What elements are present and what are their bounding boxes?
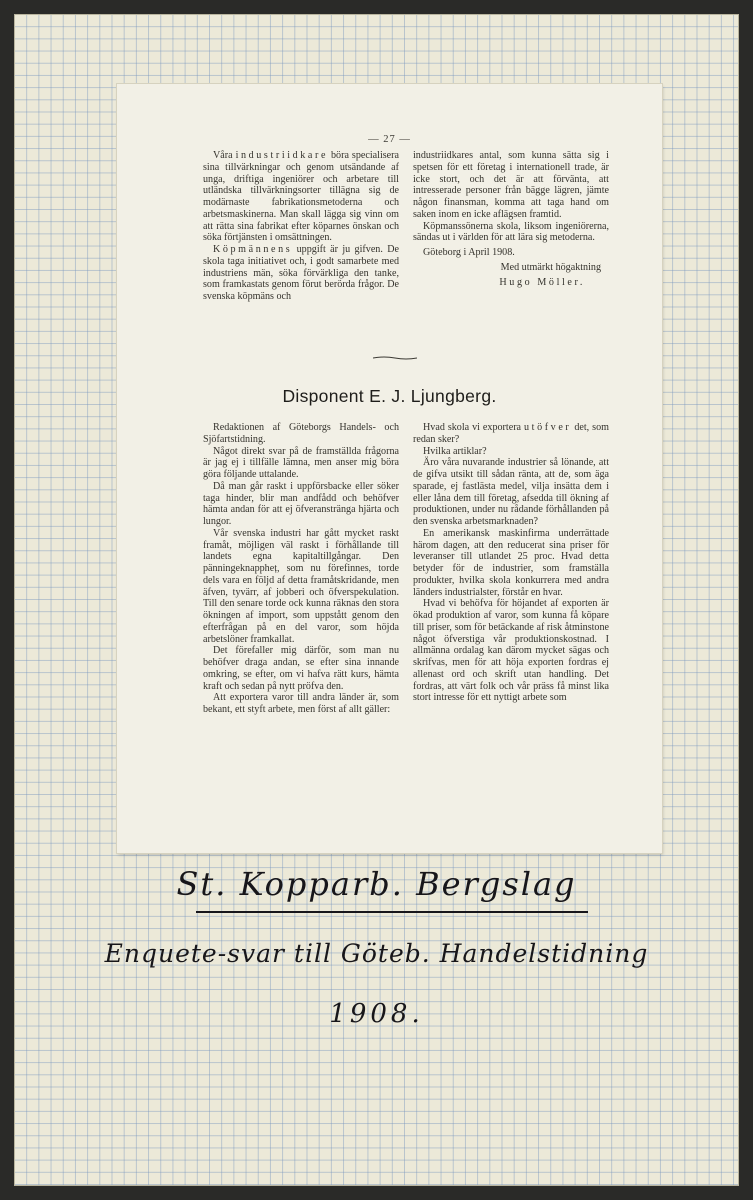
- handwritten-subtitle: Enquete-svar till Göteb. Handelstidning: [104, 939, 649, 968]
- paragraph: Det förefaller mig därför, som man nu behöfver draga andan, se efter sina innande omkring, se efter, om vi hafva rätt kurs, hämta kraft och sedan på nytt pröfva den.: [203, 645, 399, 692]
- paragraph: Äro våra nuvarande industrier så lönande, att de gifva utsikt till sådan ränta, att de, som äga sparade, ej fastlästa medel, vilja insätta dem i eller låna dem till företag, afsedda till ökning af produktionen, under nu rådande förhållanden på den svenska arbetsmarknaden?: [413, 457, 609, 527]
- paragraph: Något direkt svar på de framställda frågorna är jag ej i tillfälle lämna, men anser mig böra göra följande uttalande.: [203, 445, 399, 480]
- bottom-article-right-column: [413, 422, 609, 704]
- handwritten-underline: [196, 911, 588, 913]
- paragraph: Vår svenska industri har gått mycket raskt framåt, möjligen väl raskt i förhållande till landets egna kapitaltillgångar. Den pänningeknappheț, som nu förefinnes, torde dels vara en följd af detta framåtskridande, men äfven, tyvärr, af jobberi och öfverspekulation. Till den senare torde ock kunna räknas den stora ökningen af import, som uppstått genom den efterfrågan på en del varor, som höjda arbetslöner framkallat.: [203, 527, 399, 645]
- signature: Hugo Möller.: [499, 276, 585, 288]
- paragraph: Att exportera varor till andra länder är, som bekant, ett styft arbete, men först af allt gäller:: [203, 692, 399, 715]
- top-article-left-column: [203, 150, 399, 303]
- paragraph: Våra industriidkare böra specialisera sina tillvärkningar och genom utsändande af unga, driftiga ingeniörer och arbetare till utländska tillvärkningsorter tillägna sig de modärnaste fabrikationsmetoderna och arbetsmaskinerna. Man skall lägga sig vinn om att rätta sina fabrikat efter köparnes önskan och söka förtjänsten i omsättningen.: [203, 150, 399, 244]
- newspaper-clipping: [117, 84, 662, 853]
- page-number: — 27 —: [368, 134, 411, 145]
- paragraph: Då man går raskt i uppförsbacke eller söker taga hinder, blir man andfådd och behöfver hämta andan för att ej öfveranstränga hjärta och lungor.: [203, 480, 399, 527]
- paragraph: Redaktionen af Göteborgs Handels- och Sjöfartstidning.: [203, 422, 399, 445]
- paragraph: Köpmanssönerna skola, liksom ingeniörerna, sändas ut i världen för att lära sig metoderna.: [413, 220, 609, 244]
- bottom-article-left-column: [203, 422, 399, 716]
- archive-sheet: [14, 14, 739, 1186]
- paragraph: Köpmännens uppgift är ju gifven. De skola taga initiativet och, i godt samarbete med industriens män, söka förvärkliga den tanke, som framkastats genom förut berörda frågor. De svenska köpmäns och: [203, 244, 399, 302]
- article-title: Disponent E. J. Ljungberg.: [282, 386, 497, 406]
- closing: Med utmärkt högaktning: [500, 261, 601, 273]
- handwritten-heading: St. Kopparb. Bergslag: [176, 865, 577, 903]
- paragraph: Hvad vi behöfva för höjandet af exporten är ökad produktion af varor, som kunna få köpare till priser, som för betäckande af risk åtminstone något öfverstiga vår produktionskostnad. I allmänna ordalag kan därom mycket sägas och skrifvas, men för att höja exporten fordras ej allenast ord och skrift utan handling. Det fordras, att värt folk och vår präss få minst lika stort intresse för ett nyttigt arbete som: [413, 598, 609, 704]
- top-article-right-column: [413, 150, 609, 288]
- section-divider: [373, 356, 417, 360]
- paragraph: Hvad skola vi exportera utöfver det, som redan sker?: [413, 422, 609, 445]
- paragraph: Hvilka artiklar?: [423, 445, 487, 457]
- dateline: Göteborg i April 1908.: [423, 247, 515, 258]
- handwritten-year: 1908.: [329, 999, 424, 1029]
- paragraph: industriidkares antal, som kunna sätta sig i spetsen för ett företag i internationell trade, är icke stort, och det är att förvänta, att intresserade personer från bägge lägren, jämte någon finansman, komma att taga hand om saken inom en icke aflägsen framtid.: [413, 150, 609, 220]
- paragraph: En amerikansk maskinfirma underrättade härom dagen, att den reducerat sina priser för leveranser till utlandet 25 proc. Hvad detta betyder för de industrier, som framställa produkter, hvilka skola konkurrera med andra länders industrialster, förstår en hvar.: [413, 527, 609, 598]
